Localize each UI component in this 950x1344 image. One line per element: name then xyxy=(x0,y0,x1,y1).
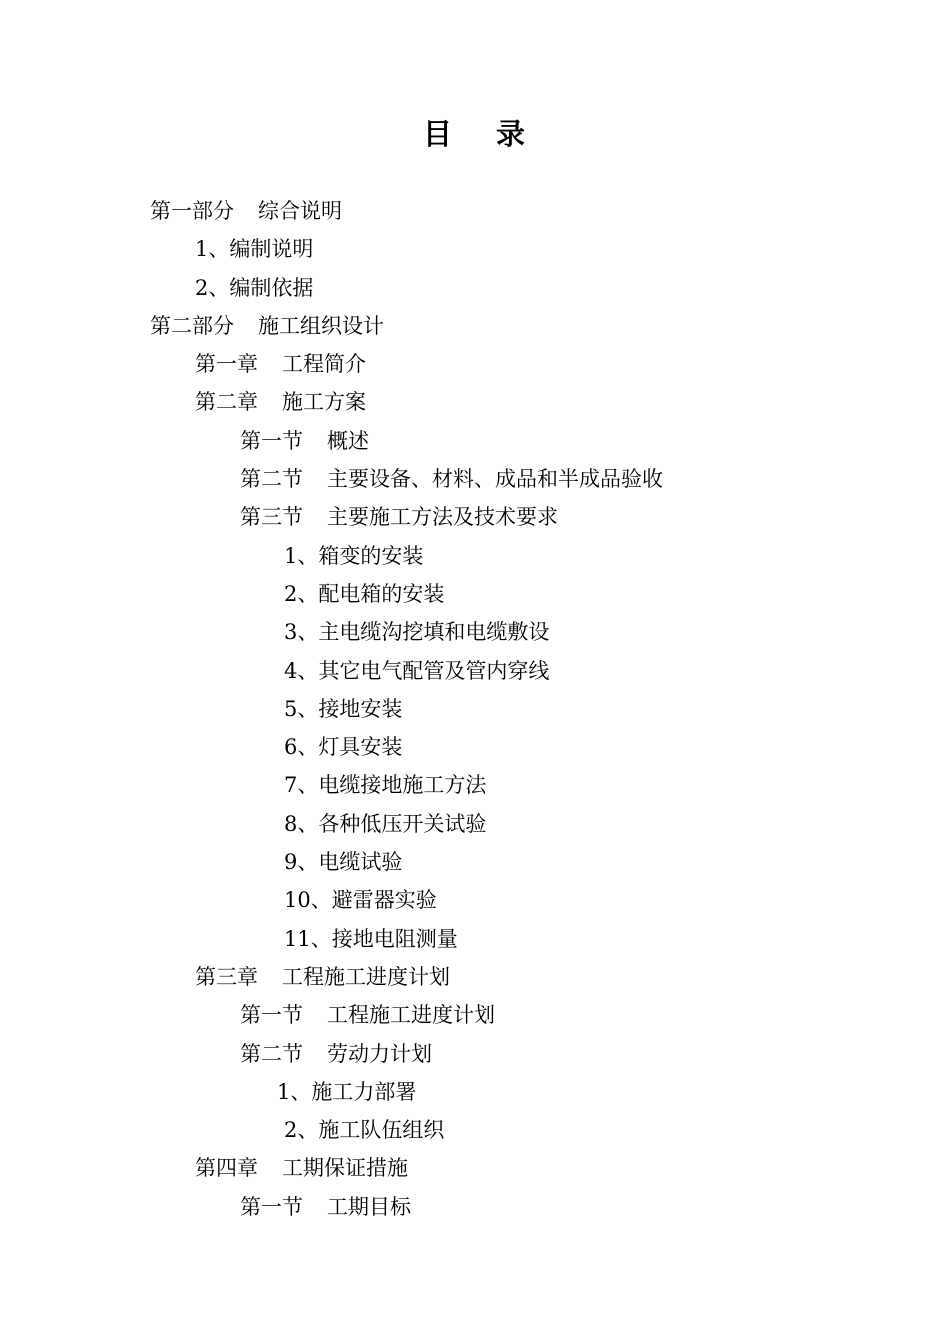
toc-entry xyxy=(0,1035,950,1073)
toc-entry xyxy=(0,230,950,268)
table-of-contents xyxy=(0,192,950,1226)
toc-entry xyxy=(0,422,950,460)
toc-entry-text: 4、其它电气配管及管内穿线 xyxy=(284,658,550,683)
toc-entry-prefix: 第二部分 xyxy=(150,313,234,338)
toc-entry-prefix: 第一部分 xyxy=(150,199,234,223)
toc-entry-text: 主要施工方法及技术要求 xyxy=(327,505,558,530)
toc-entry-text: 工期保证措施 xyxy=(282,1156,408,1181)
toc-entry xyxy=(0,1073,950,1111)
toc-entry xyxy=(0,1188,950,1226)
toc-entry xyxy=(0,537,950,575)
toc-entry xyxy=(0,613,950,651)
page-title-char-2: 录 xyxy=(496,117,528,151)
toc-entry-prefix: 第二章 xyxy=(195,390,258,415)
toc-entry-text: 施工方案 xyxy=(282,390,366,415)
toc-entry-text: 1、箱变的安装 xyxy=(284,543,424,568)
toc-entry xyxy=(0,345,950,383)
toc-entry xyxy=(0,460,950,498)
toc-entry-text: 工期目标 xyxy=(327,1194,411,1219)
toc-entry xyxy=(0,766,950,804)
toc-entry-text: 11、接地电阻测量 xyxy=(284,926,458,951)
toc-entry-prefix: 第四章 xyxy=(195,1156,258,1181)
toc-entry xyxy=(0,728,950,766)
toc-entry xyxy=(0,192,950,230)
toc-entry-text: 2、配电箱的安装 xyxy=(284,581,445,606)
toc-entry xyxy=(0,652,950,690)
toc-entry-text: 8、各种低压开关试验 xyxy=(284,811,487,836)
toc-entry xyxy=(0,920,950,958)
toc-entry-text: 2、编制依据 xyxy=(195,275,314,300)
toc-entry-prefix: 第一章 xyxy=(195,352,258,377)
toc-entry-text: 2、施工队伍组织 xyxy=(284,1118,445,1143)
toc-entry-prefix: 第一节 xyxy=(240,1003,303,1028)
toc-entry-text: 施工组织设计 xyxy=(258,313,384,338)
toc-entry-prefix: 第二节 xyxy=(240,467,303,492)
toc-entry xyxy=(0,1149,950,1187)
toc-entry-text: 6、灯具安装 xyxy=(284,735,403,760)
toc-entry xyxy=(0,958,950,996)
toc-entry xyxy=(0,843,950,881)
toc-entry-text: 7、电缆接地施工方法 xyxy=(284,773,487,798)
toc-entry-prefix: 第三章 xyxy=(195,964,258,989)
toc-entry-text: 主要设备、材料、成品和半成品验收 xyxy=(327,467,663,492)
toc-entry-text: 1、编制说明 xyxy=(195,237,314,262)
toc-entry-text: 概述 xyxy=(327,428,369,453)
page-title-char-1: 目 xyxy=(422,117,454,151)
toc-entry-text: 工程简介 xyxy=(282,352,366,377)
toc-entry-text: 劳动力计划 xyxy=(327,1041,432,1066)
toc-entry xyxy=(0,307,950,345)
toc-entry-text: 1、施工力部署 xyxy=(277,1079,417,1104)
toc-entry-prefix: 第一节 xyxy=(240,1194,303,1219)
toc-entry-prefix: 第一节 xyxy=(240,428,303,453)
toc-entry-text: 综合说明 xyxy=(258,199,342,223)
toc-entry-text: 5、接地安装 xyxy=(284,696,403,721)
toc-entry-text: 10、避雷器实验 xyxy=(284,888,437,913)
toc-entry-prefix: 第三节 xyxy=(240,505,303,530)
toc-entry xyxy=(0,881,950,919)
toc-entry xyxy=(0,690,950,728)
toc-entry-text: 工程施工进度计划 xyxy=(327,1003,495,1028)
toc-entry-text: 3、主电缆沟挖填和电缆敷设 xyxy=(284,620,550,645)
toc-entry xyxy=(0,269,950,307)
toc-entry xyxy=(0,996,950,1034)
page-title xyxy=(0,112,950,156)
toc-entry xyxy=(0,575,950,613)
toc-entry xyxy=(0,805,950,843)
toc-entry-prefix: 第二节 xyxy=(240,1041,303,1066)
toc-entry-text: 9、电缆试验 xyxy=(284,850,403,875)
toc-entry xyxy=(0,383,950,421)
toc-entry xyxy=(0,498,950,536)
toc-entry xyxy=(0,1111,950,1149)
toc-entry-text: 工程施工进度计划 xyxy=(282,964,450,989)
